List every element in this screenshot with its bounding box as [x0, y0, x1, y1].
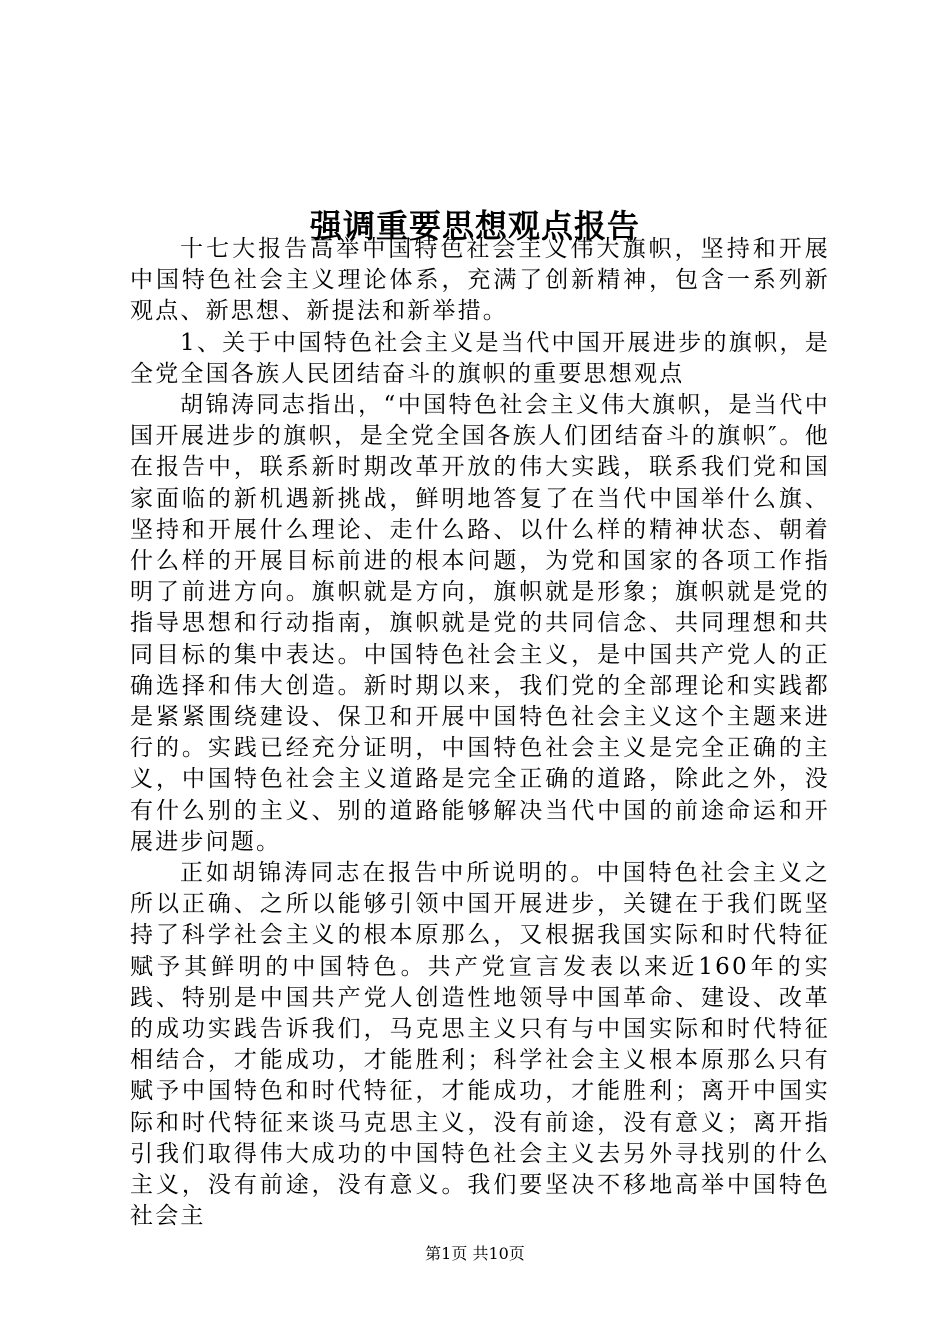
document-body [130, 234, 830, 1233]
paragraph-body: 正如胡锦涛同志在报告中所说明的。中国特色社会主义之所以正确、之所以能够引领中国开展进步，关键在于我们既坚持了科学社会主义的根本原那么，又根据我国实际和时代特征赋予其鲜明的中国特色。共产党宣言发表以来近160年的实践、特别是中国共产党人创造性地领导中国革命、建设、改革的成功实践告诉我们，马克思主义只有与中国实际和时代特征相结合，才能成功，才能胜利；科学社会主义根本原那么只有赋予中国特色和时代特征，才能成功，才能胜利；离开中国实际和时代特征来谈马克思主义，没有前途，没有意义；离开指引我们取得伟大成功的中国特色社会主义去另外寻找别的什么主义，没有前途，没有意义。我们要坚决不移地高举中国特色社会主 [130, 860, 830, 1230]
paragraph-intro: 十七大报告高举中国特色社会主义伟大旗帜，坚持和开展中国特色社会主义理论体系，充满了创新精神，包含一系列新观点、新思想、新提法和新举措。 [130, 236, 830, 325]
document-title: 强调重要思想观点报告 [309, 207, 640, 246]
paragraph-section-heading: 1、关于中国特色社会主义是当代中国开展进步的旗帜，是全党全国各族人民团结奋斗的旗帜的重要思想观点 [130, 329, 830, 387]
page-footer: 第1页 共10页 [425, 1244, 525, 1263]
paragraph-body: 胡锦涛同志指出，“中国特色社会主义伟大旗帜，是当代中国开展进步的旗帜，是全党全国各族人们团结奋斗的旗帜″。他在报告中，联系新时期改革开放的伟大实践，联系我们党和国家面临的新机遇新挑战，鲜明地答复了在当代中国举什么旗、坚持和开展什么理论、走什么路、以什么样的精神状态、朝着什么样的开展目标前进的根本问题，为党和国家的各项工作指明了前进方向。旗帜就是方向，旗帜就是形象；旗帜就是党的指导思想和行动指南，旗帜就是党的共同信念、共同理想和共同目标的集中表达。中国特色社会主义，是中国共产党人的正确选择和伟大创造。新时期以来，我们党的全部理论和实践都是紧紧围绕建设、保卫和开展中国特色社会主义这个主题来进行的。实践已经充分证明，中国特色社会主义是完全正确的主义，中国特色社会主义道路是完全正确的道路，除此之外，没有什么别的主义、别的道路能够解决当代中国的前途命运和开展进步问题。 [130, 392, 830, 855]
